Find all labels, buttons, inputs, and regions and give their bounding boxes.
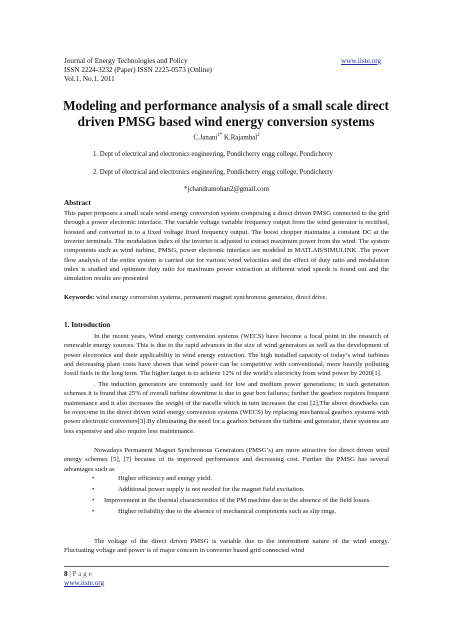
bullet-icon: • — [92, 486, 95, 494]
list-item-text: Higher reliability due to the absence of mechanical components such as slip rings. — [118, 508, 337, 516]
affiliation-1: 1. Dept of electrical and electronics engineering, Pondicherry engg college, Pondicherry — [93, 151, 333, 158]
intro-paragraph-3: Nowadays Permanent Magnet Synchronous Generators (PMSG’s) are more attractive for direct driven wind energy schemes [5], [7] because of its improved performance and decreasing cost. Further the PMSG has several advantages such as — [64, 447, 389, 473]
list-item — [64, 474, 389, 483]
list-item — [64, 496, 389, 505]
list-item — [64, 507, 389, 516]
author-2-sup: 2 — [257, 133, 260, 138]
list-item — [64, 485, 389, 494]
contact-email: *jchandramohan2@gmail.com — [184, 186, 269, 193]
bullet-icon: • — [92, 508, 95, 516]
intro-paragraph-4: The voltage of the direct driven PMSG is variable due to the intermittent nature of the wind energy. Fluctuating voltage and power is of major concern in converter based grid connected wind — [64, 538, 389, 555]
intro-paragraph-1: In the recent years, Wind energy conversion systems (WECS) have become a focal point in the research of renewable energy sources. This is due to the rapid advances in the size of wind generators as well as the development of power electronics and their applicability in wind energy extraction. The high installed capacity of today’s wind turbines and decreasing plant costs have shown that wind power can be competitive with conventional, more heavily polluting fossil fuels in the long term. The higher target is to achieve 12% of the world’s electricity from wind power by 2020[1]. — [64, 333, 389, 378]
keywords-label: Keywords: — [64, 294, 95, 301]
author-2: K.Rajambal — [222, 134, 258, 142]
bullet-icon: • — [92, 497, 95, 505]
authors — [64, 131, 389, 142]
list-item-text: Improvement in the thermal characteristics of the PM machine due to the absence of the field losses. — [104, 497, 371, 505]
footer-rule — [64, 566, 389, 567]
advantages-list — [64, 474, 389, 517]
author-1-sup: 1* — [217, 133, 223, 138]
header-website-link[interactable]: www.iiste.org — [341, 57, 382, 65]
list-item-text: Additional power supply is not needed for the magnet field excitation. — [118, 486, 305, 494]
bullet-icon: • — [92, 475, 95, 482]
abstract-heading: Abstract — [64, 199, 91, 207]
issn-line: ISSN 2224-3232 (Paper) ISSN 2225-0573 (Online) — [64, 66, 212, 74]
journal-name: Journal of Energy Technologies and Policy — [64, 57, 188, 65]
intro-paragraph-2: . The induction generators are commonly used for low and medium power generations; in such generation schemes it is found that 25% of overall turbine downtime is due to gear box failures; further the gearbox requires frequent maintenance and it also increases the weight of the nacelle which in turn increases the cost [2].The above drawbacks can be overcome in the direct driven wind energy conversion systems (WECS) by replacing mechanical gearbox systems with power electronic converters[3].By eliminating the need for a gearbox between the turbine and generator, these systems are less expensive and also require less maintenance. — [64, 381, 389, 435]
footer-website-link[interactable]: www.iiste.org — [64, 579, 105, 587]
affiliation-2: 2. Dept of electrical and electronics engineering, Pondicherry engg college, Pondicherry — [93, 169, 333, 176]
keywords-text: wind energy conversion systems, permanent magnet synchronous generator, direct drive. — [94, 294, 327, 301]
paper-title: Modeling and performance analysis of a small scale direct driven PMSG based wind energy conversion systems — [63, 98, 389, 129]
abstract-text: This paper proposes a small scale wind energy conversion system comprising a direct driven PMSG connected to the grid through a power electronic interface. The variable voltage variable frequency output from the wind generator is rectified, boosted and converted in to a fixed voltage fixed frequency output. The boost chopper maintains a constant DC at the inverter terminals. The modulation index of the inverter is adjusted to extract maximum power from the wind. The system components such as wind turbine, PMSG, power electronic interface are modeled in MATLAB/SIMULINK .The power flow analysis of the entire system is carried out for various wind velocities and the effect of duty ratio and modulation index is studied and optimum duty ratio for maximum power extraction at different wind speeds is found out and the simulation results are presented — [64, 210, 389, 283]
list-item-text: Higher efficiency and energy yield. — [118, 475, 212, 482]
page-label: | P a g e — [69, 570, 92, 578]
page-number-value: 8 — [64, 570, 68, 578]
author-1: C.Janani — [193, 134, 218, 142]
intro-heading: 1. Introduction — [64, 321, 111, 329]
keywords — [64, 293, 389, 302]
volume-line: Vol.1, No.1, 2011 — [64, 75, 115, 83]
